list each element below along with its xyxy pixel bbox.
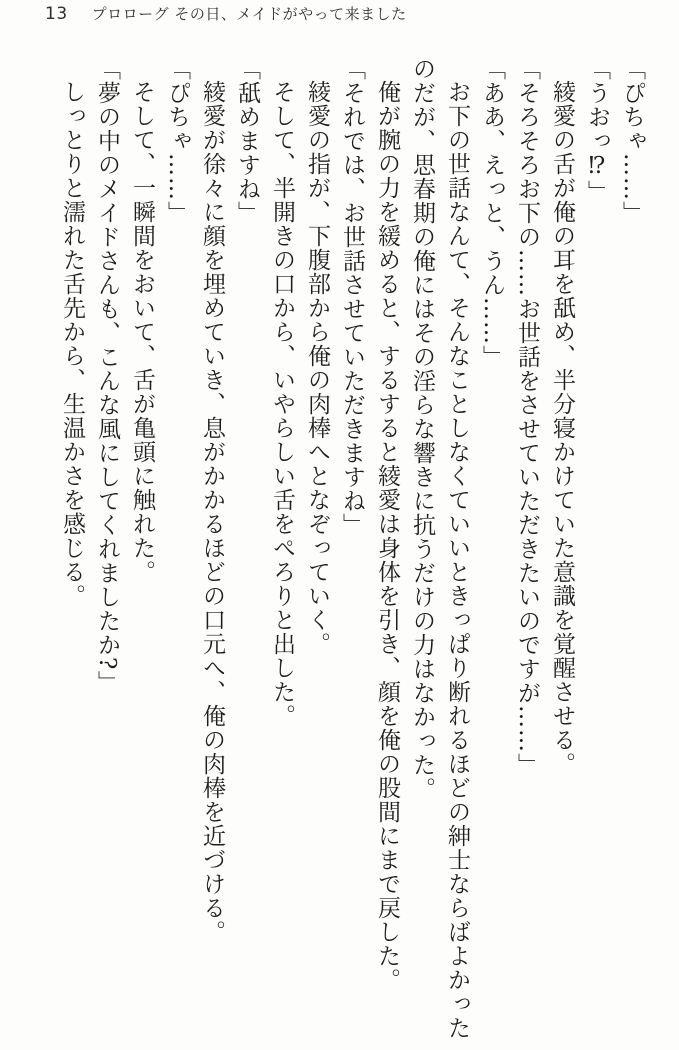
paragraph-dialogue: 「そろそろお下の……お世話をさせていただきたいのですが……」 — [514, 57, 540, 777]
paragraph-dialogue: 「うおっ⁉」 — [584, 57, 610, 204]
paragraph-narrative: そして、半開きの口から、いやらしい舌をぺろりと出した。 — [269, 80, 295, 728]
page-number: 13 — [45, 4, 68, 24]
paragraph-dialogue: 「夢の中のメイドさんも、こんな風にしてくれましたか?」 — [94, 57, 120, 695]
paragraph-narrative: お下の世話なんて、そんなことしなくていいときっぱり断れるほどの紳士ならばよかったのだが、思春期の俺にはその淫らな響きに抗うだけの力はなかった。 — [409, 57, 470, 1040]
paragraph-dialogue: 「舐めますね」 — [234, 57, 260, 225]
paragraph-narrative: 綾愛の指が、下腹部から俺の肉棒へとなぞっていく。 — [304, 80, 330, 656]
paragraph-dialogue: 「それでは、お世話させていただきますね」 — [339, 57, 365, 537]
paragraph-narrative: 綾愛の舌が俺の耳を舐め、半分寝かけていた意識を覚醒させる。 — [549, 80, 575, 776]
paragraph-dialogue: 「ああ、えっと、うん……」 — [479, 57, 505, 369]
novel-body-text — [43, 57, 649, 1043]
chapter-title: プロローグ その日、メイドがやって来ました — [91, 5, 407, 23]
paragraph-narrative: 綾愛が徐々に顔を埋めていき、息がかかるほどの口元へ、俺の肉棒を近づける。 — [199, 80, 225, 944]
paragraph-dialogue: 「ぴちゃ……」 — [619, 57, 645, 225]
paragraph-narrative: しっとりと濡れた舌先から、生温かさを感じる。 — [59, 80, 85, 608]
paragraph-narrative: そして、一瞬間をおいて、舌が亀頭に触れた。 — [129, 80, 155, 584]
paragraph-narrative: 俺が腕の力を緩めると、するすると綾愛は身体を引き、顔を俺の股間にまで戻した。 — [374, 80, 400, 992]
paragraph-dialogue: 「ぴちゃ……」 — [164, 57, 190, 225]
page-header — [45, 3, 407, 25]
